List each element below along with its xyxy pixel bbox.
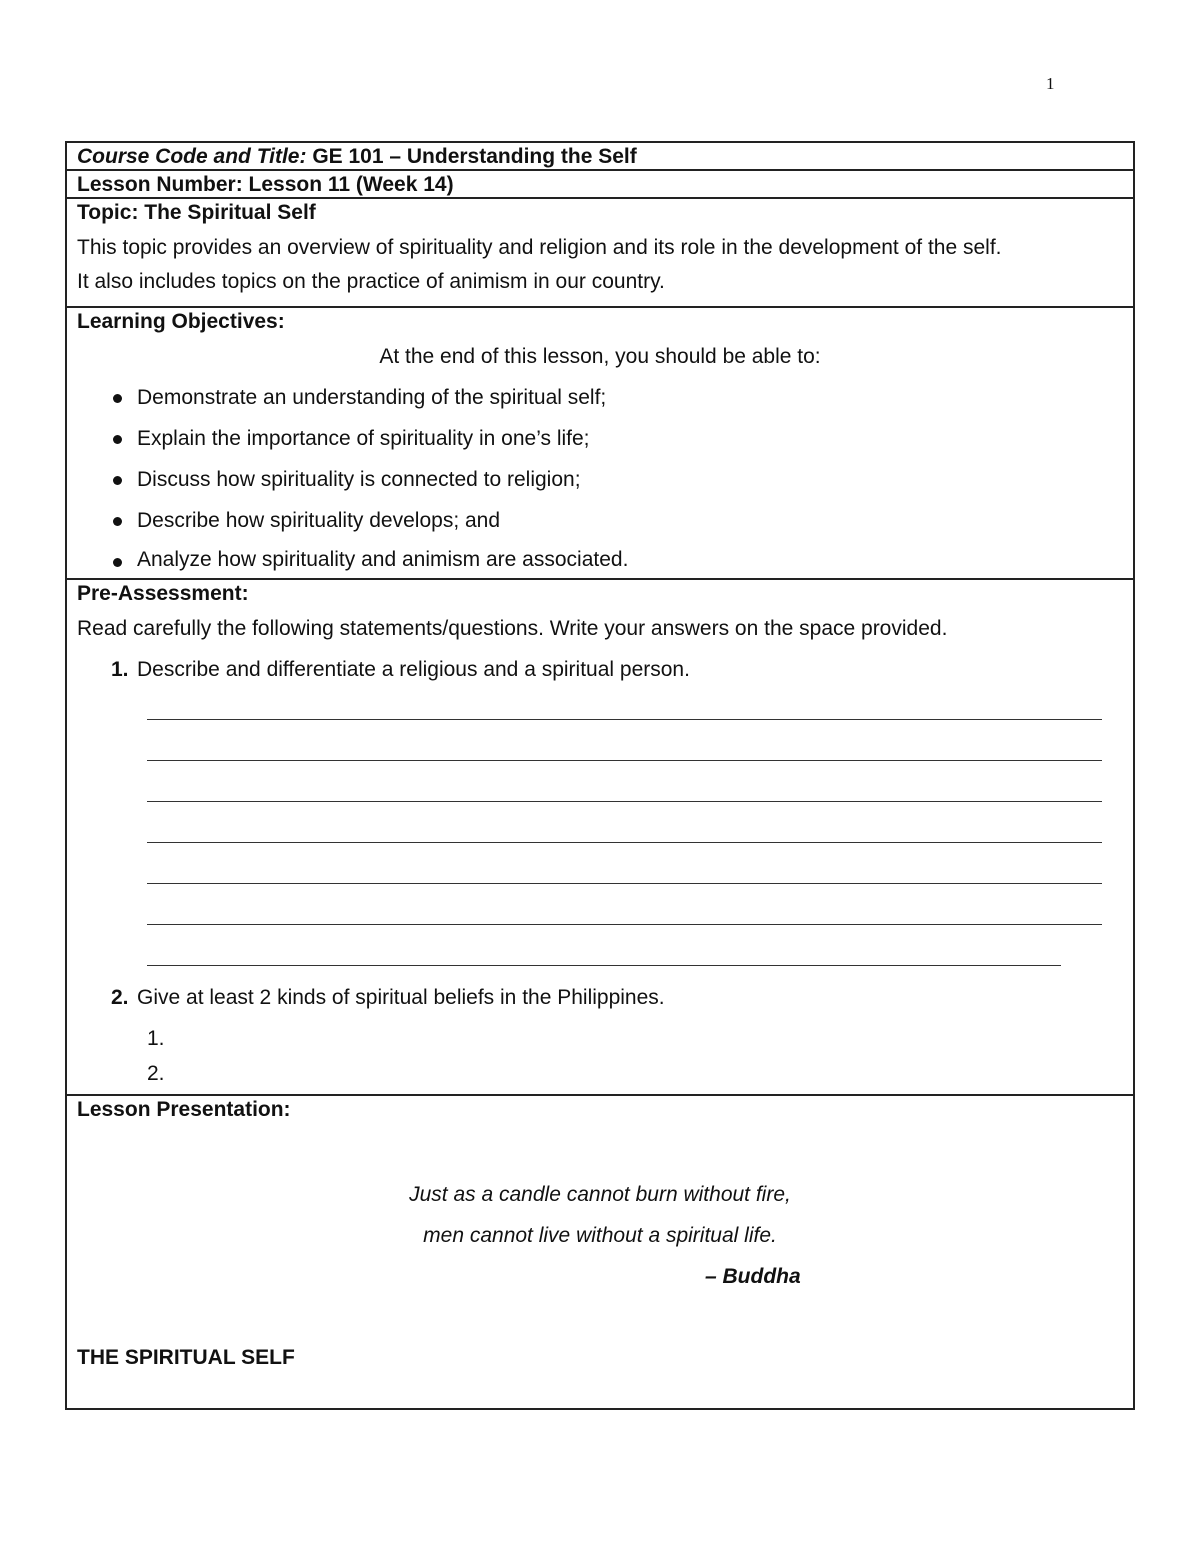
objectives-intro: At the end of this lesson, you should be able to: (379, 345, 821, 368)
topic-label: Topic: The Spiritual Self (77, 201, 316, 224)
lesson-row (67, 171, 1133, 199)
course-label: Course Code and Title: (77, 145, 307, 168)
list-item: Demonstrate an understanding of the spiritual self; (77, 377, 1123, 418)
question-1-text: Describe and differentiate a religious and a spiritual person. (137, 658, 690, 681)
topic-row (67, 199, 1133, 308)
list-item: Explain the importance of spirituality in one’s life; (77, 418, 1123, 459)
section-title: THE SPIRITUAL SELF (77, 1346, 295, 1369)
list-item: Describe how spirituality develops; and (77, 500, 1123, 541)
topic-description-line-2: It also includes topics on the practice of animism in our country. (77, 270, 665, 293)
answer-line[interactable] (137, 813, 1123, 854)
question-2-answer-2: 2. (147, 1062, 165, 1085)
answer-line[interactable] (137, 936, 1123, 977)
objectives-label: Learning Objectives: (77, 310, 285, 333)
answer-line[interactable] (137, 895, 1123, 936)
objectives-row (67, 308, 1133, 580)
question-2-answer-1: 1. (147, 1027, 165, 1050)
quote-line-2: men cannot live without a spiritual life. (423, 1224, 777, 1247)
pre-assessment-instructions: Read carefully the following statements/questions. Write your answers on the space provided. (77, 617, 948, 640)
lesson-number: Lesson Number: Lesson 11 (Week 14) (77, 173, 454, 196)
list-item: Discuss how spirituality is connected to religion; (77, 459, 1123, 500)
course-value: GE 101 – Understanding the Self (312, 145, 637, 168)
page-number: 1 (1046, 74, 1055, 93)
question-1 (77, 649, 1123, 690)
lesson-table (65, 141, 1135, 1410)
objectives-list (77, 377, 1123, 579)
question-2 (77, 977, 1123, 1018)
list-item: Analyze how spirituality and animism are associated. (77, 541, 1123, 579)
quote-line-1: Just as a candle cannot burn without fire, (409, 1183, 791, 1206)
lesson-presentation-row (67, 1096, 1133, 1408)
pre-assessment-label: Pre-Assessment: (77, 582, 249, 605)
topic-description-line-1: This topic provides an overview of spirituality and religion and its role in the development of the self. (77, 236, 1002, 259)
answer-line[interactable] (137, 772, 1123, 813)
question-2-number: 2. (111, 986, 129, 1009)
course-row (67, 143, 1133, 171)
question-1-number: 1. (111, 658, 129, 681)
answer-line[interactable] (137, 731, 1123, 772)
question-2-text: Give at least 2 kinds of spiritual beliefs in the Philippines. (137, 986, 665, 1009)
answer-line[interactable] (137, 690, 1123, 731)
quote-author: – Buddha (705, 1265, 801, 1288)
lesson-presentation-label: Lesson Presentation: (77, 1098, 291, 1121)
answer-line[interactable] (137, 854, 1123, 895)
pre-assessment-row (67, 580, 1133, 1096)
